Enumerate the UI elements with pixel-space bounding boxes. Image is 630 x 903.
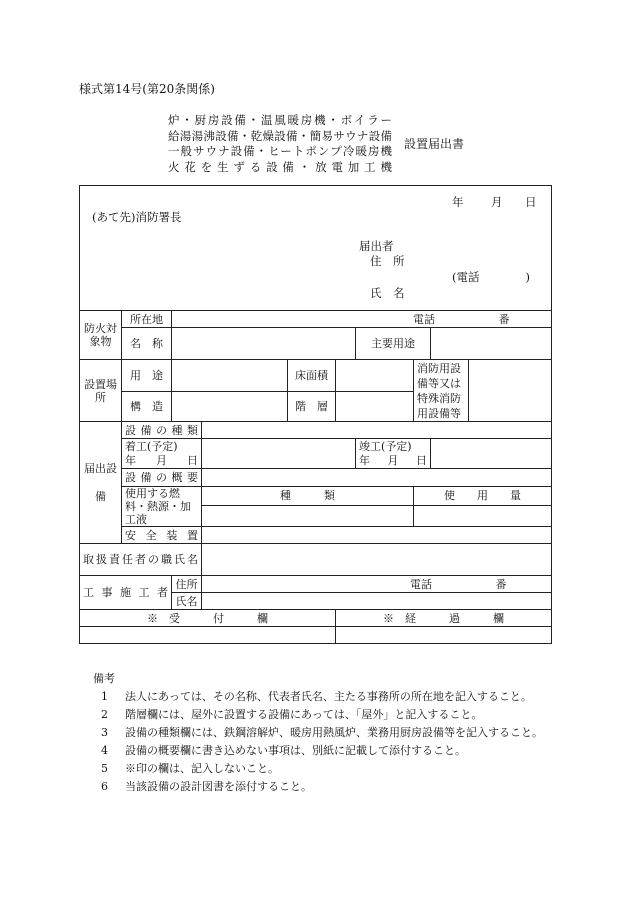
completion-date-field[interactable] [431, 439, 552, 469]
handler-field[interactable] [202, 544, 552, 576]
application-form-table [79, 185, 552, 644]
start-date-field[interactable] [202, 439, 356, 469]
contractor-label: 工事施工者 [80, 576, 172, 610]
install-place-label: 設置場所 [80, 360, 122, 422]
floor-field[interactable] [336, 392, 414, 422]
fuel-kind-field[interactable] [202, 505, 414, 526]
reception-field [80, 627, 336, 644]
overview-field[interactable] [202, 469, 552, 487]
structure-label: 構 造 [122, 392, 172, 422]
completion-label: 竣工(予定) [359, 439, 412, 453]
structure-field[interactable] [172, 392, 288, 422]
start-ymd-label: 年 月 日 [125, 453, 198, 467]
form-title-line: 炉・厨房設備・温風暖房機・ボイラー [168, 113, 392, 127]
date-year-label: 年 [452, 195, 464, 209]
header-section [80, 186, 552, 311]
overview-label: 設備の概要 [122, 469, 202, 487]
facility-name-field[interactable] [172, 328, 356, 360]
completion-ymd-label: 年 月 日 [359, 453, 427, 467]
note-item: 3 設備の種類欄には、鉄鋼溶解炉、暖房用熱風炉、業務用厨房設備等を記入すること。 [101, 726, 543, 739]
contractor-number-label: 番 [495, 577, 507, 591]
location-number-label: 番 [498, 312, 510, 326]
location-phone-label: 電話 [413, 312, 435, 326]
notice-equipment-label: 届出設備 [80, 422, 122, 544]
use-field[interactable] [172, 360, 288, 392]
notes-section [93, 670, 553, 796]
contractor-name-label: 氏名 [172, 593, 202, 610]
location-field[interactable] [172, 311, 552, 328]
reception-column-header: ※ 受 付 欄 [80, 610, 336, 627]
facility-name-label: 名 称 [122, 328, 172, 360]
start-label: 着工(予定) [125, 439, 178, 453]
note-item: 6 当該設備の設計図書を添付すること。 [101, 780, 312, 793]
fuel-usage-field[interactable] [414, 505, 552, 526]
applicant-label: 届出者 [359, 239, 394, 253]
main-use-label: 主要用途 [356, 328, 431, 360]
applicant-address-label: 住 所 [370, 254, 405, 268]
form-title-line: 給湯湯沸設備・乾燥設備・簡易サウナ設備 [168, 128, 392, 143]
note-item: 2 階層欄には、屋外に設置する設備にあっては、「屋外」と記入すること。 [101, 708, 483, 721]
form-title-block [168, 113, 392, 175]
fire-equipment-field[interactable] [469, 360, 552, 422]
form-number: 様式第14号(第20条関係) [79, 82, 215, 96]
fuel-kind-label: 種 類 [202, 487, 414, 506]
contractor-phone-label: 電話 [410, 577, 432, 591]
addressee: (あて先)消防署長 [92, 210, 182, 224]
contractor-address-field[interactable] [202, 576, 552, 593]
form-title-line: 一般サウナ設備・ヒートポンプ冷暖房機 [168, 144, 392, 158]
notes-heading: 備考 [93, 672, 115, 685]
date-month-label: 月 [491, 195, 503, 209]
progress-column-header: ※ 経 過 欄 [336, 610, 552, 627]
contractor-name-field[interactable] [202, 593, 552, 610]
equipment-type-label: 設備の種類 [122, 422, 202, 439]
start-date-label [122, 439, 202, 469]
safety-field[interactable] [202, 527, 552, 544]
floor-area-field[interactable] [336, 360, 414, 392]
completion-date-label [356, 439, 431, 469]
target-label: 防火対象物 [80, 311, 122, 360]
fuel-usage-label: 使 用 量 [414, 487, 552, 506]
date-day-label: 日 [525, 195, 537, 209]
progress-field [336, 627, 552, 644]
floor-area-label: 床面積 [288, 360, 336, 392]
safety-label: 安全装置 [122, 527, 202, 544]
floor-label: 階 層 [288, 392, 336, 422]
note-item: 1 法人にあっては、その名称、代表者氏名、主たる事務所の所在地を記入すること。 [101, 690, 532, 703]
note-item: 5 ※印の欄は、記入しないこと。 [101, 762, 279, 775]
applicant-phone-label: (電話 ) [452, 270, 530, 284]
note-item: 4 設備の概要欄に書き込めない事項は、別紙に記載して添付すること。 [101, 744, 466, 757]
use-label: 用 途 [122, 360, 172, 392]
fire-equipment-label: 消防用設備等又は特殊消防用設備等 [414, 360, 469, 422]
main-use-field[interactable] [431, 328, 552, 360]
form-title-line: 火花を生ずる設備・放電加工機 [168, 159, 392, 174]
fuel-label: 使用する燃料・熱源・加工液 [122, 487, 202, 527]
applicant-name-label: 氏 名 [370, 286, 405, 300]
handler-label: 取扱責任者の職氏名 [80, 544, 202, 576]
contractor-address-label: 住所 [172, 576, 202, 593]
location-label: 所在地 [122, 311, 172, 328]
equipment-type-field[interactable] [202, 422, 552, 439]
form-title-suffix: 設置届出書 [404, 137, 465, 151]
